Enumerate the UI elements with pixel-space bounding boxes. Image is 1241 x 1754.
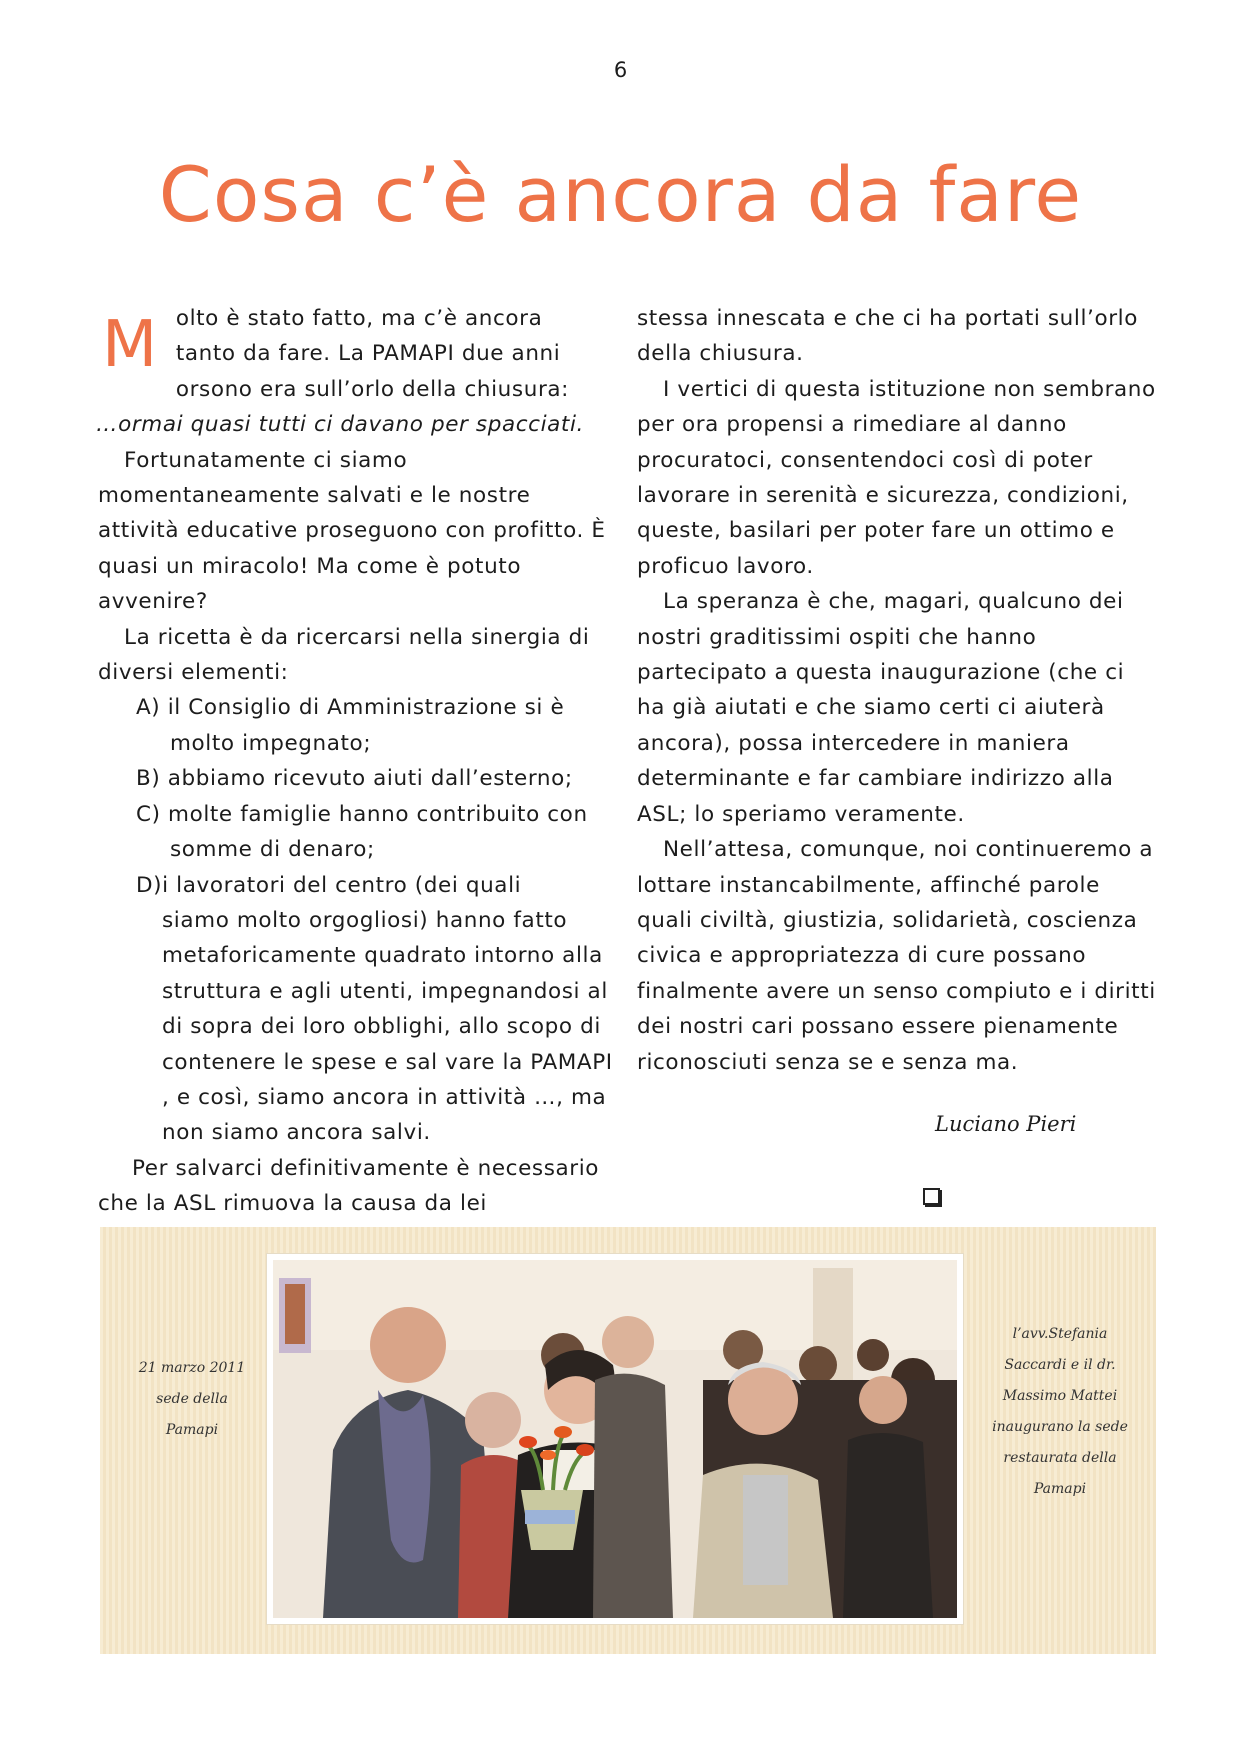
caption-left: 21 marzo 2011 sede della Pamapi [138, 1360, 246, 1438]
paragraph: I vertici di questa istituzione non sembrano per ora propensi a rimediare al danno procuratoci, consentendoci così di poter lavorare in serenità e sicurezza, condizioni, queste, basilari per poter fare un ottimo e proficuo lavoro. [637, 376, 1156, 579]
right-column [637, 301, 1157, 1080]
lead-line-3: orsono era sull’orlo della chiusura: [175, 376, 569, 402]
lead-italic: …ormai quasi tutti ci davano per spacciati. [96, 412, 584, 438]
photo-panel [100, 1227, 1156, 1654]
page-number: 6 [613, 58, 628, 82]
paragraph: La ricetta è da ricercarsi nella sinergia di diversi elementi: [98, 624, 590, 686]
photo [266, 1253, 964, 1625]
list-item-d: D)i lavoratori del centro (dei quali siamo molto orgogliosi) hanno fatto metaforicamente quadrato intorno alla struttura e agli utenti, impegnandosi al di sopra dei loro obblighi, allo scopo di contenere le spese e sal vare la PAMAPI , e così, siamo ancora in attività …, ma non siamo ancora salvi. [136, 872, 613, 1146]
list-item-c: C) molte famiglie hanno contribuito con somme di denaro; [136, 801, 588, 863]
caption-right: l’avv.Stefania Saccardi e il dr. Massimo Mattei inaugurano la sede restaurata della Pamapi [992, 1326, 1128, 1497]
inauguration-photo [273, 1260, 957, 1618]
paragraph: La speranza è che, magari, qualcuno dei nostri graditissimi ospiti che hanno partecipato a questa inaugurazione (che ci ha già aiutati e che siamo certi ci aiuterà ancora), possa intercedere in maniera determinante e far cambiare indirizzo alla ASL; lo speriamo veramente. [637, 589, 1125, 827]
paragraph: Fortunatamente ci siamo momentaneamente salvati e le nostre attività educative proseguono con profitto. È quasi un miracolo! Ma come è potuto avvenire? [98, 447, 606, 615]
paragraph: Per salvarci definitivamente è necessario che la ASL rimuova la causa da lei [98, 1155, 600, 1217]
article-title: Cosa c’è ancora da fare [158, 150, 1083, 239]
list-item-b: B) abbiamo ricevuto aiuti dall’esterno; [136, 766, 573, 792]
dropcap: M [102, 308, 158, 382]
paragraph: stessa innescata e che ci ha portati sull’orlo della chiusura. [637, 306, 1139, 367]
lead-line-2: tanto da fare. La PAMAPI due anni [175, 341, 561, 367]
author-signature: Luciano Pieri [935, 1112, 1077, 1136]
lead-line-1: olto è stato fatto, ma c’è ancora [175, 306, 543, 331]
paragraph: Nell’attesa, comunque, noi continueremo a lottare instancabilmente, affinché parole quali civiltà, giustizia, solidarietà, coscienza civica e appropriatezza di cure possano finalmente avere un senso compiuto e i diritti dei nostri cari possano essere pienamente riconosciuti senza se e senza ma. [637, 837, 1156, 1075]
end-mark-icon [923, 1188, 940, 1205]
left-column [98, 301, 618, 1222]
list-item-a: A) il Consiglio di Amministrazione si è molto impegnato; [136, 695, 565, 756]
